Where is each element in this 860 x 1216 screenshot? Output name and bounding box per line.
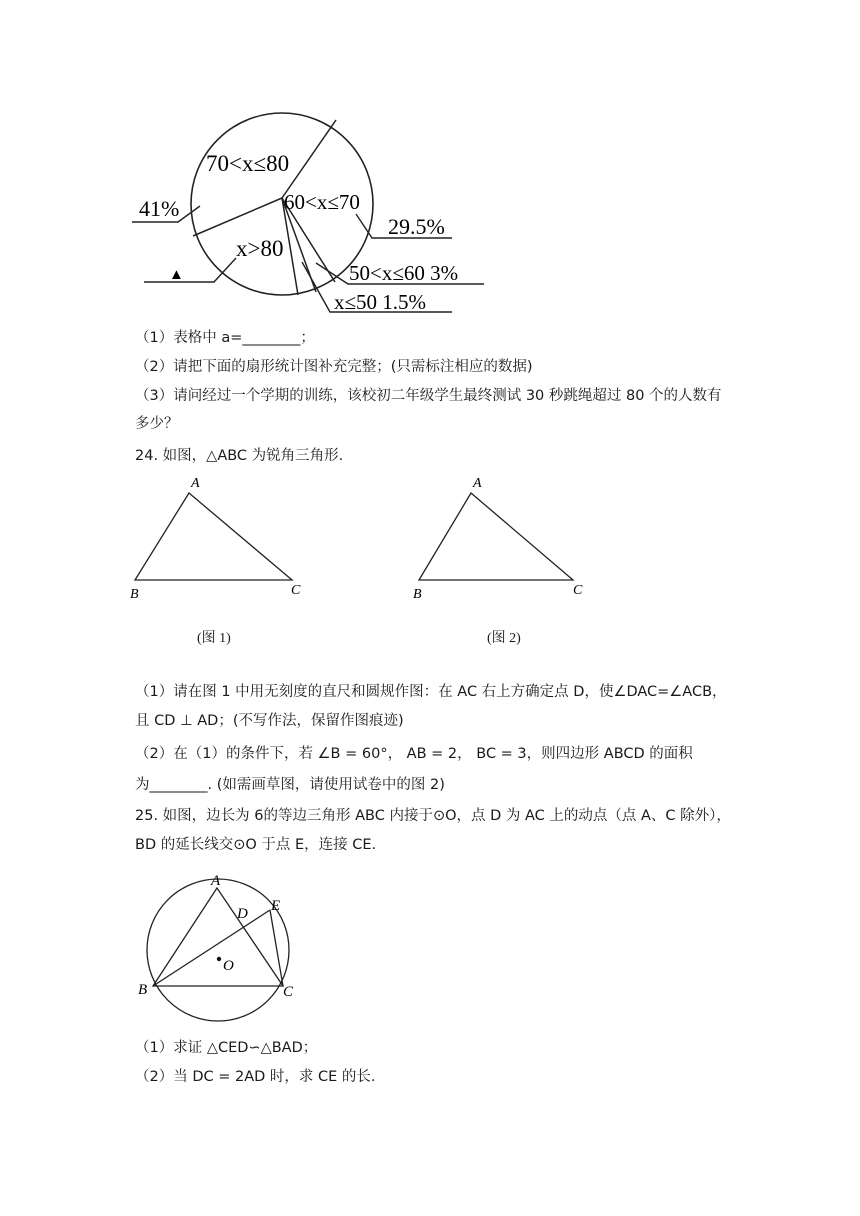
vertex-c-label: C <box>291 583 301 598</box>
triangle-abc <box>153 888 283 986</box>
q24-stem: 24. 如图，△ABC 为锐角三角形. <box>135 448 344 464</box>
vertex-a-label: A <box>191 476 200 491</box>
q25-part2: （2）当 DC = 2AD 时，求 CE 的长. <box>135 1069 376 1085</box>
pie-label-le-50: x≤50 1.5% <box>334 290 427 314</box>
unknown-marker-icon: ▲ <box>169 267 184 283</box>
q24-part1-line2: 且 CD ⊥ AD；(不写作法，保留作图痕迹) <box>135 713 404 729</box>
vertex-b-label: B <box>413 587 422 602</box>
q23-part1: （1）表格中 a=________； <box>135 330 315 346</box>
triangle-abc <box>135 493 292 580</box>
pie-label-60-70: 60<x≤70 <box>284 190 360 214</box>
pie-label-70-80: 70<x≤80 <box>206 151 290 176</box>
pie-label-41: 41% <box>139 196 180 221</box>
pie-radius-line <box>193 198 282 236</box>
pie-radius-line <box>282 120 336 198</box>
q24-part2-line2: 为________. (如需画草图，请使用试卷中的图 2) <box>135 777 445 793</box>
point-a-label: A <box>211 873 221 889</box>
pie-label-29-5: 29.5% <box>388 214 445 239</box>
pie-label-gt-80: x>80 <box>236 236 284 261</box>
point-o-label: O <box>223 958 234 974</box>
vertex-c-label: C <box>573 583 583 598</box>
q25-stem-line1: 25. 如图，边长为 6的等边三角形 ABC 内接于⊙O，点 D 为 AC 上的动点（点 A、C 除外）， <box>135 808 731 824</box>
point-b-label: B <box>138 982 148 998</box>
pie-label-50-60: 50<x≤60 3% <box>349 261 459 285</box>
fig1-caption: (图 1) <box>197 631 231 646</box>
point-e-label: E <box>271 898 281 914</box>
q23-part3-line1: （3）请问经过一个学期的训练，该校初二年级学生最终测试 30 秒跳绳超过 80 个的人数有 <box>135 388 722 404</box>
q23-part3-line2: 多少？ <box>135 416 179 432</box>
fig2-caption: (图 2) <box>487 631 521 646</box>
q24-figure-1 <box>120 470 320 610</box>
point-d-label: D <box>237 906 248 922</box>
pie-chart-figure <box>120 100 500 320</box>
q24-part2-line1: （2）在（1）的条件下，若 ∠B = 60°， AB = 2， BC = 3，则四边形 ABCD 的面积 <box>135 746 693 762</box>
triangle-abc <box>419 493 573 580</box>
q25-part1: （1）求证 △CED∽△BAD； <box>135 1040 318 1056</box>
segment-be <box>153 910 270 986</box>
q25-figure <box>130 866 310 1036</box>
vertex-b-label: B <box>130 587 139 602</box>
center-point <box>217 957 221 961</box>
vertex-a-label: A <box>473 476 482 491</box>
q25-stem-line2: BD 的延长线交⊙O 于点 E，连接 CE. <box>135 837 377 853</box>
segment-ce <box>270 910 283 986</box>
circle-o <box>147 879 289 1021</box>
q23-part2: （2）请把下面的扇形统计图补充完整；(只需标注相应的数据) <box>135 359 533 375</box>
q24-part1-line1: （1）请在图 1 中用无刻度的直尺和圆规作图：在 AC 右上方确定点 D，使∠DAC=∠ACB， <box>135 684 727 700</box>
leader-line-gt-80 <box>144 258 236 282</box>
q24-figure-2 <box>400 470 600 610</box>
point-c-label: C <box>283 984 294 1000</box>
